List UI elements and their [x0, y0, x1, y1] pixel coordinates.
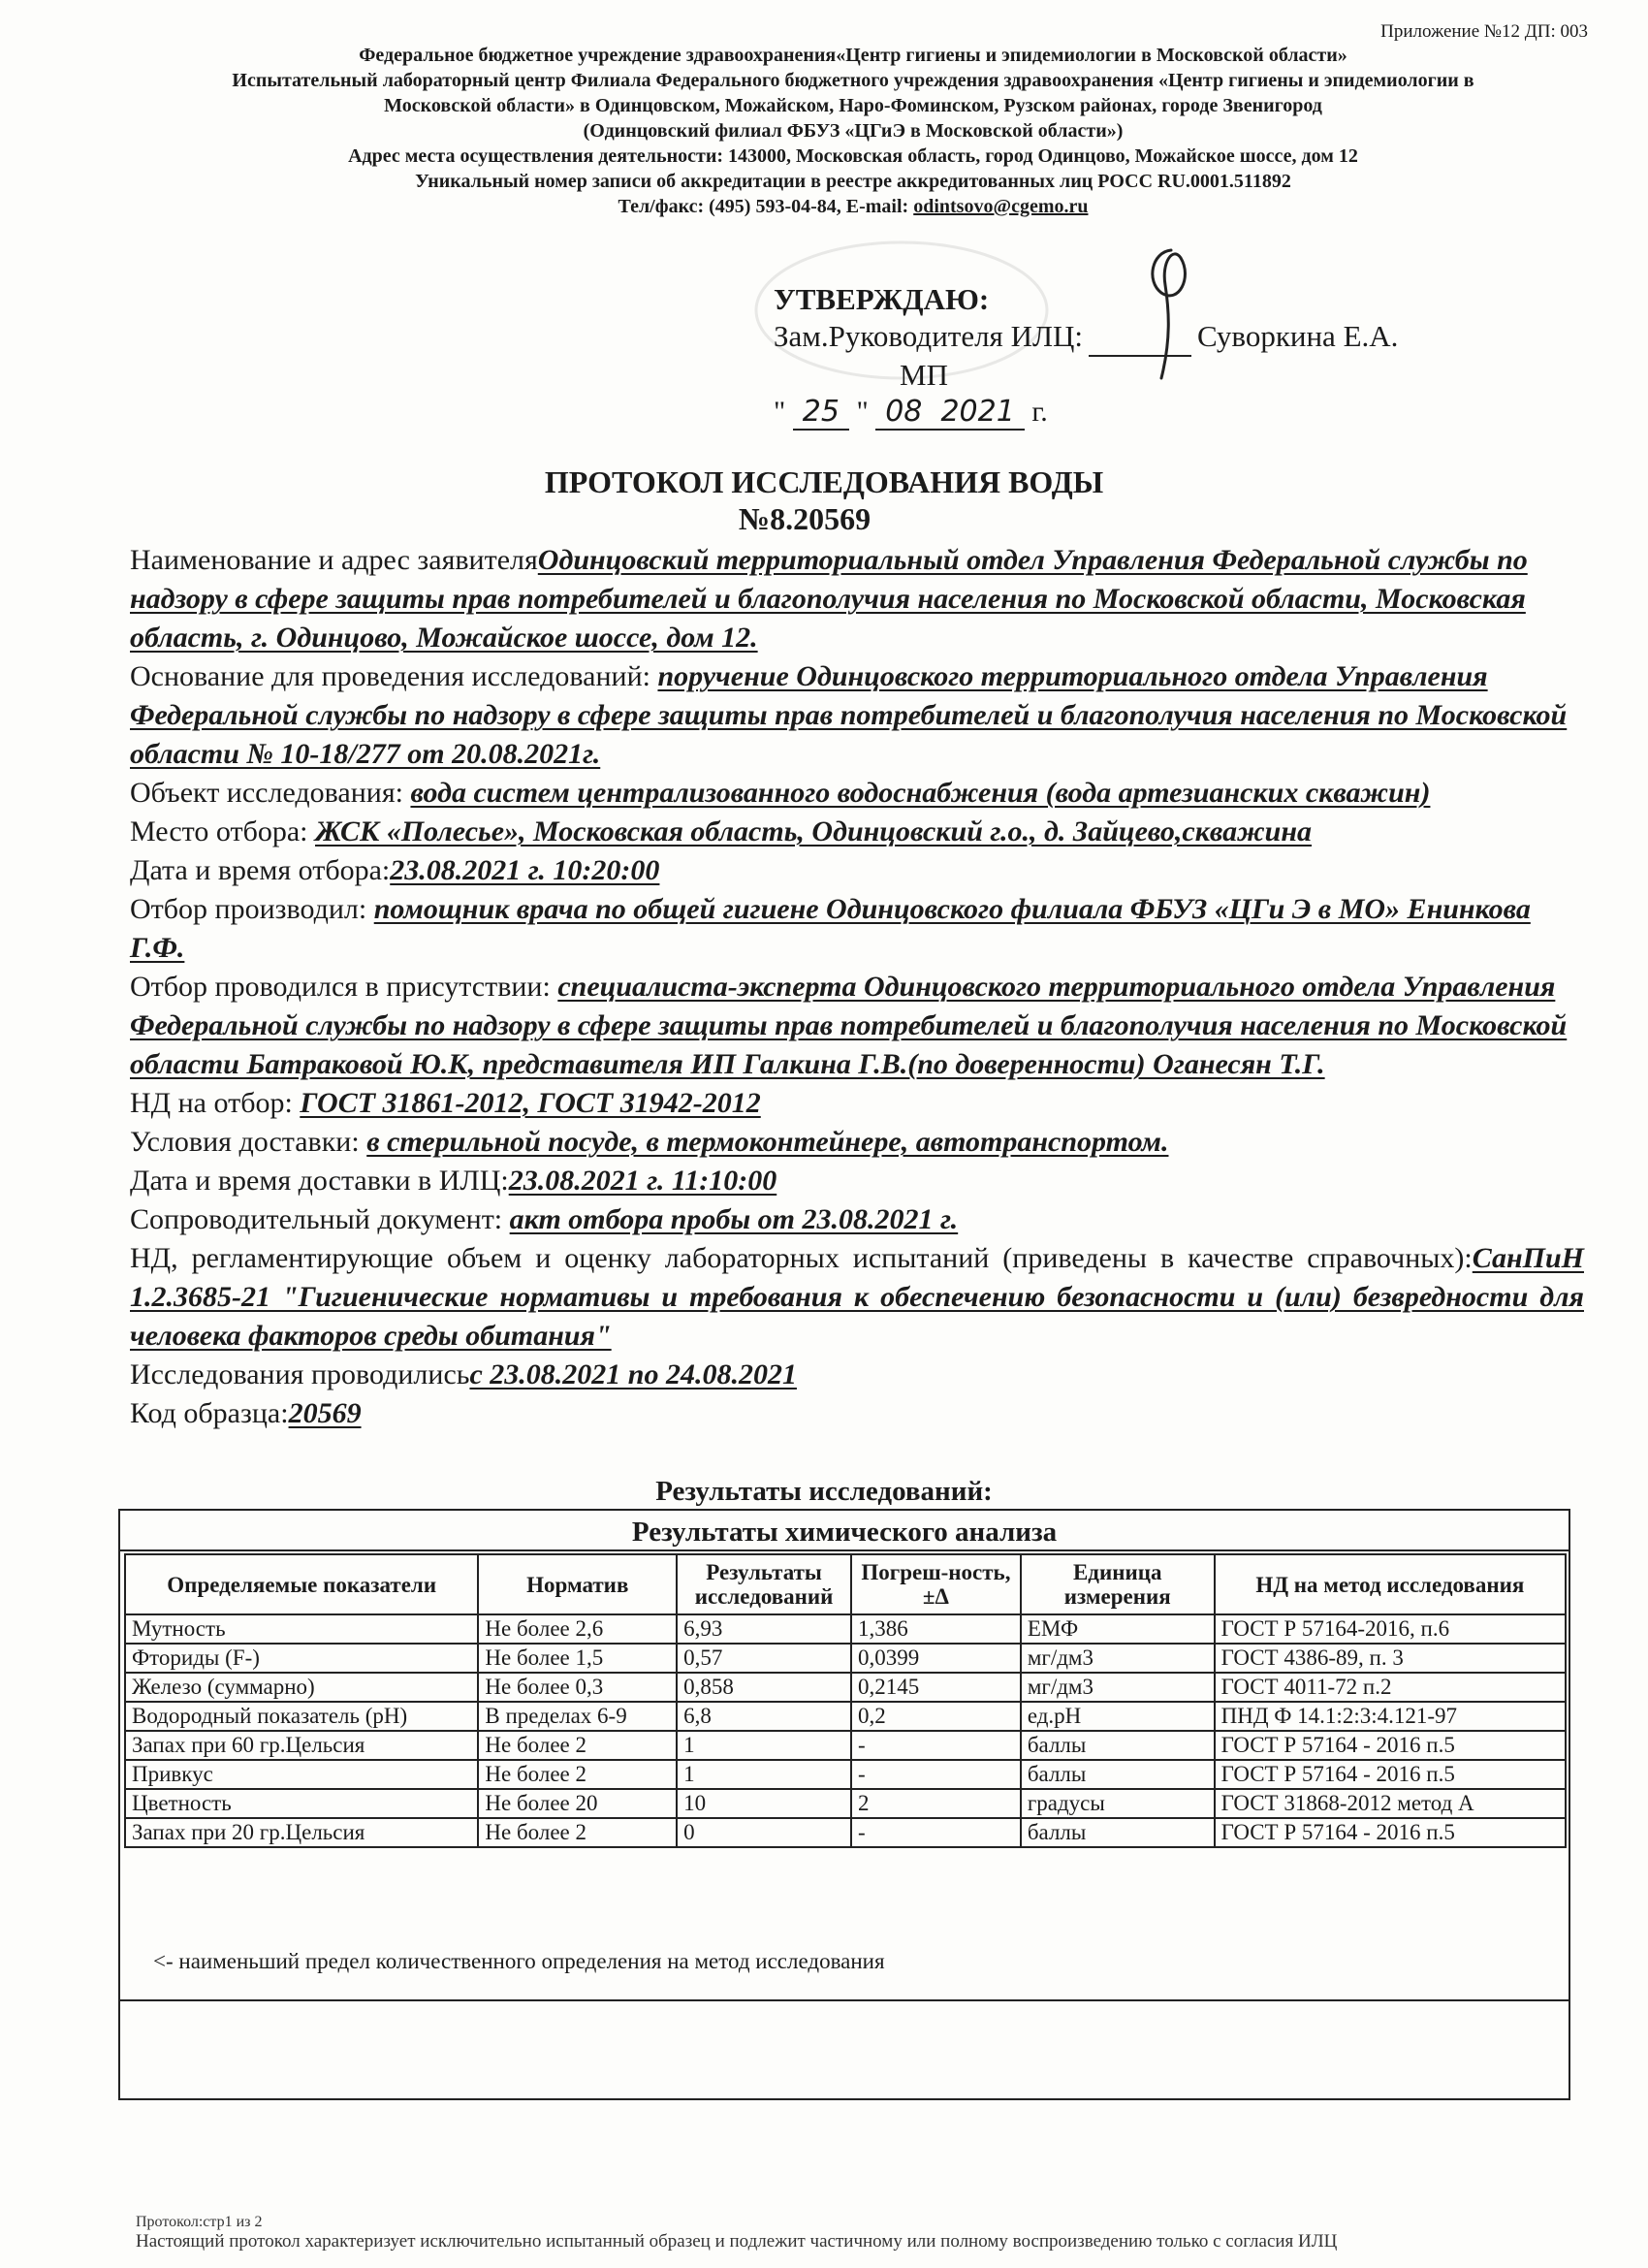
nd-value: СанПиН 1.2.3685-21 "Гигиенические нормативы и требования к обеспечению безопасности и (или) безвредности для человека факторов среды обитания": [130, 1242, 1584, 1352]
table-cell: 0,0399: [851, 1644, 1021, 1673]
col-header: НД на метод исследования: [1215, 1554, 1566, 1614]
table-row: [125, 1818, 1566, 1847]
table-cell: Не более 2: [478, 1760, 677, 1789]
table-cell: ед.pH: [1021, 1702, 1215, 1731]
header-line: Испытательный лабораторный центр Филиала Федерального бюджетного учреждения здравоохранения «Центр гигиены и эпидемиологии в: [232, 70, 1474, 91]
table-note: <- наименьший предел количественного определения на метод исследования: [153, 1949, 885, 1973]
handwritten-signature: [1132, 242, 1210, 388]
page-footer: [136, 2213, 1609, 2252]
basis-label: Основание для проведения исследований:: [130, 660, 658, 692]
delivery-conditions-value: в стерильной посуде, в термоконтейнере, автотранспортом.: [366, 1126, 1169, 1158]
table-cell: Не более 0,3: [478, 1673, 677, 1702]
table-cell: Водородный показатель (рН): [125, 1702, 478, 1731]
col-header: Погреш-ность, ±Δ: [851, 1554, 1021, 1614]
table-cell: 6,8: [677, 1702, 851, 1731]
table-header-row: [125, 1554, 1566, 1614]
sampler-row: [130, 890, 1584, 968]
table-cell: баллы: [1021, 1760, 1215, 1789]
applicant-label: Наименование и адрес заявителя: [130, 544, 538, 576]
place-label: Место отбора:: [130, 815, 316, 847]
table-cell: Железо (суммарно): [125, 1673, 478, 1702]
table-cell: Не более 1,5: [478, 1644, 677, 1673]
object-row: [130, 774, 1584, 813]
nd-row: [130, 1239, 1584, 1356]
object-value: вода систем централизованного водоснабжения (вода артезианских скважин): [410, 777, 1431, 809]
presence-value: специалиста-эксперта Одинцовского территориального отдела Управления Федеральной службы по надзору в сфере защиты прав потребителей и благополучия населения по Московской области Батраковой Ю.К, представителя ИП Галкина Г.В.(по доверенности) Оганесян Т.Г.: [130, 971, 1568, 1080]
table-cell: ГОСТ 4011-72 п.2: [1215, 1673, 1566, 1702]
date-year-prefix: 20: [940, 395, 978, 429]
table-cell: Цветность: [125, 1789, 478, 1818]
table-row: [125, 1789, 1566, 1818]
email-link[interactable]: odintsovo@cgemo.ru: [913, 196, 1089, 217]
approval-block: [774, 281, 1398, 431]
table-cell: Не более 2: [478, 1818, 677, 1847]
table-row: [125, 1731, 1566, 1760]
approval-title: УТВЕРЖДАЮ:: [774, 282, 990, 316]
sampler-label: Отбор производил:: [130, 893, 374, 925]
table-cell: Не более 2: [478, 1731, 677, 1760]
table-row: [125, 1702, 1566, 1731]
header-line: Московской области» в Одинцовском, Можайском, Наро-Фоминском, Рузском районах, городе Звенигород: [384, 95, 1322, 116]
appendix-label: Приложение №12 ДП: 003: [1380, 21, 1588, 42]
col-header: Единица измерения: [1021, 1554, 1215, 1614]
table-cell: Не более 20: [478, 1789, 677, 1818]
table-cell: Не более 2,6: [478, 1614, 677, 1644]
table-cell: 1: [677, 1760, 851, 1789]
table-cell: ГОСТ Р 57164 - 2016 п.5: [1215, 1760, 1566, 1789]
basis-value: поручение Одинцовского территориального отдела Управления Федеральной службы по надзору в сфере защиты прав потребителей и благополучия населения по Московской области № 10-18/277 от 20.08.2021г.: [130, 660, 1568, 770]
nd-sampling-row: [130, 1084, 1584, 1123]
approval-date: [774, 394, 1398, 431]
table-cell: градусы: [1021, 1789, 1215, 1818]
table-row: [125, 1760, 1566, 1789]
page-number: Протокол:стр1 из 2: [136, 2214, 263, 2230]
table-cell: мг/дм3: [1021, 1644, 1215, 1673]
document-row: [130, 1200, 1584, 1239]
table-cell: Фториды (F-): [125, 1644, 478, 1673]
table-cell: 6,93: [677, 1614, 851, 1644]
period-row: [130, 1356, 1584, 1394]
header-line: Адрес места осуществления деятельности: 143000, Московская область, город Одинцово, Можайское шоссе, дом 12: [348, 145, 1358, 167]
delivery-conditions-row: [130, 1123, 1584, 1162]
date-open-quote: ": [774, 396, 786, 428]
approval-name: Суворкина Е.А.: [1196, 319, 1399, 353]
table-row: [125, 1644, 1566, 1673]
date-month-year: [875, 395, 1025, 431]
table-cell: 2: [851, 1789, 1021, 1818]
table-cell: 10: [677, 1789, 851, 1818]
date-month: 08: [885, 395, 923, 429]
table-row: [125, 1673, 1566, 1702]
basis-row: [130, 657, 1584, 774]
date-year-suffix: 21: [977, 395, 1015, 429]
table-cell: Привкус: [125, 1760, 478, 1789]
sampling-datetime-row: [130, 851, 1584, 890]
presence-row: [130, 968, 1584, 1084]
approval-position: Зам.Руководителя ИЛЦ:: [774, 319, 1083, 353]
table-cell: Мутность: [125, 1614, 478, 1644]
results-heading: Результаты исследований:: [655, 1476, 993, 1507]
table-cell: 1,386: [851, 1614, 1021, 1644]
date-day: 25: [793, 395, 849, 431]
place-value: ЖСК «Полесье», Московская область, Одинцовский г.о., д. Зайцево,скважина: [315, 815, 1313, 847]
sample-code-row: [130, 1394, 1584, 1433]
document-value: акт отбора пробы от 23.08.2021 г.: [509, 1203, 959, 1235]
table-cell: В пределах 6-9: [478, 1702, 677, 1731]
table-cell: баллы: [1021, 1731, 1215, 1760]
sampler-value: помощник врача по общей гигиене Одинцовского филиала ФБУЗ «ЦГи Э в МО» Енинкова Г.Ф.: [130, 893, 1531, 964]
chem-analysis-title: Результаты химического анализа: [120, 1515, 1569, 1551]
period-label: Исследования проводились: [130, 1358, 470, 1390]
protocol-title: ПРОТОКОЛ ИССЛЕДОВАНИЯ ВОДЫ: [544, 464, 1104, 499]
table-cell: 0,858: [677, 1673, 851, 1702]
col-header: Норматив: [478, 1554, 677, 1614]
table-cell: -: [851, 1818, 1021, 1847]
protocol-fields: [130, 541, 1584, 1433]
document-label: Сопроводительный документ:: [130, 1203, 510, 1235]
sample-code-label: Код образца:: [130, 1397, 289, 1429]
org-header: [145, 43, 1561, 219]
results-table: [124, 1553, 1567, 1848]
table-cell: Запах при 60 гр.Цельсия: [125, 1731, 478, 1760]
nd-sampling-value: ГОСТ 31861-2012, ГОСТ 31942-2012: [300, 1087, 761, 1119]
delivery-datetime-value: 23.08.2021 г. 11:10:00: [508, 1165, 777, 1197]
table-cell: 0,2145: [851, 1673, 1021, 1702]
table-cell: 0,57: [677, 1644, 851, 1673]
table-cell: 1: [677, 1731, 851, 1760]
table-cell: Запах при 20 гр.Цельсия: [125, 1818, 478, 1847]
table-cell: -: [851, 1731, 1021, 1760]
table-cell: ГОСТ 4386-89, п. 3: [1215, 1644, 1566, 1673]
col-header: Результаты исследований: [677, 1554, 851, 1614]
period-value: с 23.08.2021 по 24.08.2021: [469, 1358, 797, 1390]
delivery-conditions-label: Условия доставки:: [130, 1126, 367, 1158]
table-row: [125, 1614, 1566, 1644]
table-cell: ГОСТ Р 57164 - 2016 п.5: [1215, 1731, 1566, 1760]
nd-sampling-label: НД на отбор:: [130, 1087, 301, 1119]
table-cell: -: [851, 1760, 1021, 1789]
contact-prefix: Тел/факс: (495) 593-04-84, E-mail:: [618, 196, 914, 217]
table-cell: ГОСТ Р 57164-2016, п.6: [1215, 1614, 1566, 1644]
stamp-place-label: МП: [900, 358, 948, 392]
sample-code-value: 20569: [288, 1397, 362, 1429]
applicant-row: [130, 541, 1584, 657]
header-line: (Одинцовский филиал ФБУЗ «ЦГиЭ в Московской области»): [583, 120, 1124, 142]
date-suffix: г.: [1031, 396, 1048, 428]
sampling-datetime-value: 23.08.2021 г. 10:20:00: [390, 854, 660, 886]
delivery-datetime-row: [130, 1162, 1584, 1200]
place-row: [130, 813, 1584, 851]
applicant-value: Одинцовский территориальный отдел Управления Федеральной службы по надзору в сфере защиты прав потребителей и благополучия населения по Московской области, Московская область, г. Одинцово, Можайское шоссе, дом 12.: [130, 544, 1528, 654]
table-cell: ГОСТ 31868-2012 метод А: [1215, 1789, 1566, 1818]
table-cell: ЕМФ: [1021, 1614, 1215, 1644]
object-label: Объект исследования:: [130, 777, 411, 809]
table-cell: ПНД Ф 14.1:2:3:4.121-97: [1215, 1702, 1566, 1731]
header-line: Федеральное бюджетное учреждение здравоохранения«Центр гигиены и эпидемиологии в Московской области»: [359, 45, 1347, 66]
delivery-datetime-label: Дата и время доставки в ИЛЦ:: [130, 1165, 509, 1197]
date-close-quote: ": [856, 396, 869, 428]
presence-label: Отбор проводился в присутствии:: [130, 971, 558, 1003]
table-cell: 0,2: [851, 1702, 1021, 1731]
footer-disclaimer: Настоящий протокол характеризует исключительно испытанный образец и подлежит частичному или полному воспроизведению только с согласия ИЛЦ: [136, 2231, 1338, 2252]
col-header: Определяемые показатели: [125, 1554, 478, 1614]
header-line: Уникальный номер записи об аккредитации в реестре аккредитованных лиц РОСС RU.0001.511892: [415, 171, 1291, 192]
protocol-title-block: [0, 463, 1648, 537]
header-contact: [145, 194, 1561, 219]
table-cell: ГОСТ Р 57164 - 2016 п.5: [1215, 1818, 1566, 1847]
protocol-number: №8.20569: [738, 501, 872, 536]
table-cell: 0: [677, 1818, 851, 1847]
results-divider: [120, 1999, 1569, 2001]
table-cell: мг/дм3: [1021, 1673, 1215, 1702]
nd-label: НД, регламентирующие объем и оценку лабораторных испытаний (приведены в качестве справочных):: [130, 1242, 1473, 1274]
sampling-datetime-label: Дата и время отбора:: [130, 854, 391, 886]
table-cell: баллы: [1021, 1818, 1215, 1847]
